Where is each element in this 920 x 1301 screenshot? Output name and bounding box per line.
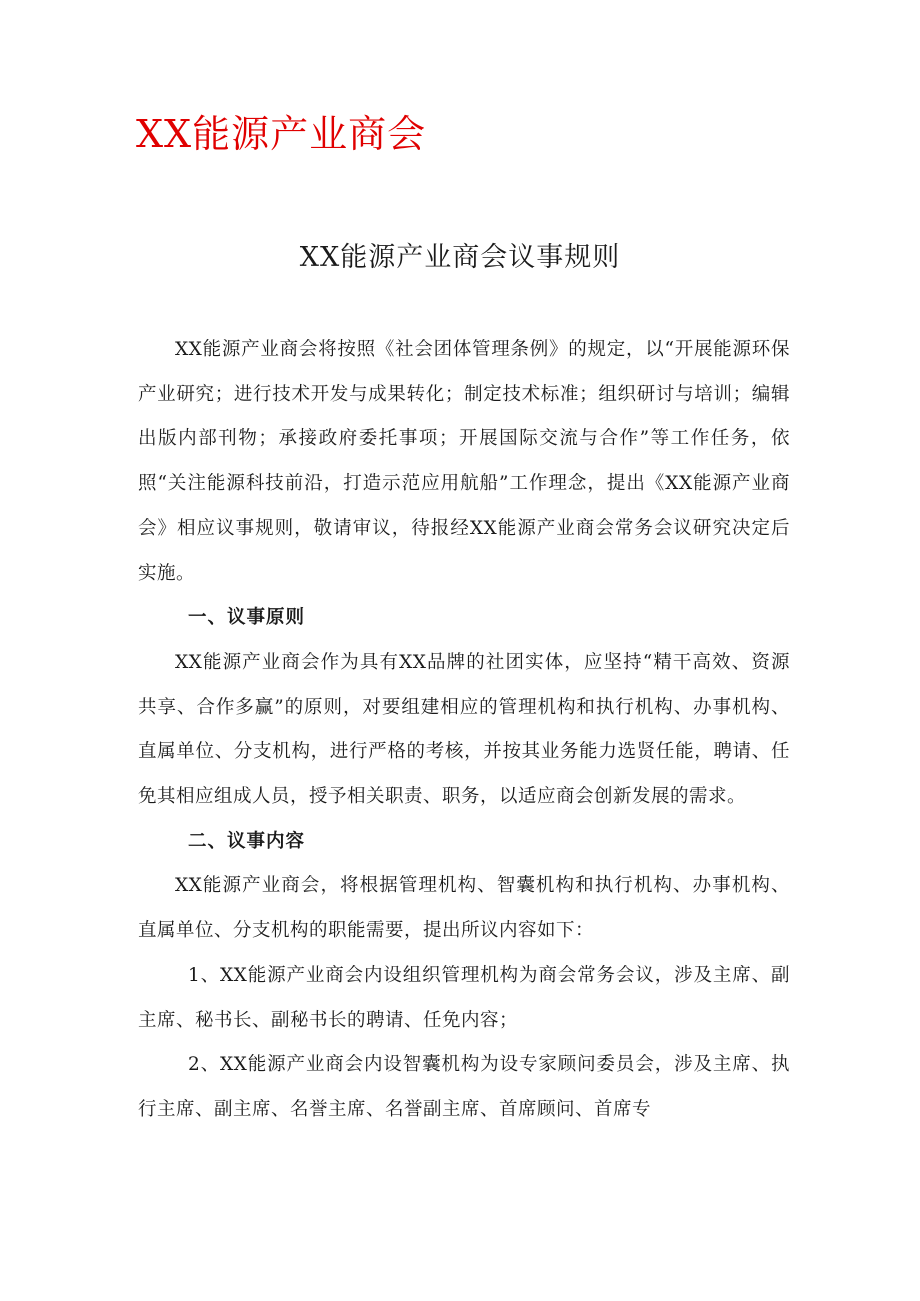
organization-header: XX能源产业商会	[136, 112, 427, 156]
content-item-1: 1、XX能源产业商会内设组织管理机构为商会常务会议，涉及主席、副主席、秘书长、副秘书长的聘请、任免内容；	[138, 964, 790, 1031]
principles-paragraph: XX能源产业商会作为具有XX品牌的社团实体，应坚持“精干高效、资源共享、合作多赢”的原则，对要组建相应的管理机构和执行机构、办事机构、直属单位、分支机构，进行严格的考核，并按其业务能力选贤任能，聘请、任免其相应组成人员，授予相关职责、职务，以适应商会创新发展的需求。	[138, 651, 790, 808]
section-heading-content: 二、议事内容	[187, 830, 305, 852]
section-heading-principles: 一、议事原则	[187, 607, 305, 629]
document-body	[138, 328, 790, 1133]
intro-paragraph: XX能源产业商会将按照《社会团体管理条例》的规定，以“开展能源环保产业研究；进行技术开发与成果转化；制定技术标准；组织研讨与培训；编辑出版内部刊物；承接政府委托事项；开展国际交流与合作”等工作任务，依照“关注能源科技前沿，打造示范应用航船”工作理念，提出《XX能源产业商会》相应议事规则，敬请审议，待报经XX能源产业商会常务会议研究决定后实施。	[138, 339, 790, 584]
content-paragraph: XX能源产业商会，将根据管理机构、智囊机构和执行机构、办事机构、直属单位、分支机构的职能需要，提出所议内容如下：	[138, 875, 790, 942]
document-title: XX能源产业商会议事规则	[299, 242, 621, 273]
content-item-2: 2、XX能源产业商会内设智囊机构为设专家顾问委员会，涉及主席、执行主席、副主席、名誉主席、名誉副主席、首席顾问、首席专	[138, 1054, 790, 1120]
